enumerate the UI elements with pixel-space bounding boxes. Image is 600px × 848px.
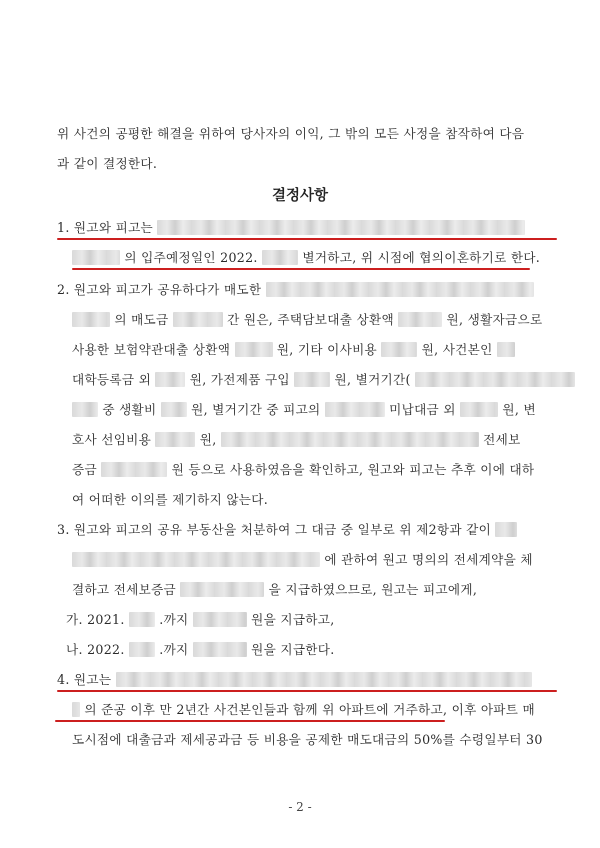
item2-text: 호사 선임비용 (72, 432, 152, 447)
item2-text: 의 매도금 (114, 312, 169, 327)
redaction-block (266, 282, 534, 297)
redaction-block (173, 312, 223, 327)
item3-text: 3. 원고와 피고의 공유 부동산을 처분하여 그 대금 중 일부로 위 제2항과 같이 (57, 522, 492, 537)
intro-line-1: 위 사건의 공평한 해결을 위하여 당사자의 이익, 그 밖의 모든 사정을 참작하여 다음 (57, 126, 525, 141)
redaction-block (72, 250, 120, 265)
redaction-block (193, 642, 247, 657)
page-number: - 2 - (288, 800, 312, 814)
item2-text: 원, 기타 이사비용 (276, 342, 377, 357)
item3-text: 원을 지급하고, (251, 612, 335, 627)
item3-text: 가. 2021. (66, 612, 125, 627)
item1-line2 (72, 250, 540, 266)
item2-text: 원, 별거기간( (334, 372, 411, 387)
item2-text: 중 생활비 (102, 402, 157, 417)
item3-line1 (57, 522, 517, 538)
redaction-block (129, 642, 155, 657)
redaction-block (415, 372, 575, 387)
item2-line7 (72, 462, 534, 478)
redaction-block (460, 402, 498, 417)
redaction-block (72, 312, 110, 327)
redaction-block (72, 702, 80, 717)
item4-text: 4. 원고는 (57, 672, 112, 687)
item4-line2 (72, 702, 535, 718)
item3-text: 에 관하여 원고 명의의 전세계약을 체 (324, 552, 533, 567)
item2-text: 원, 변 (502, 402, 536, 417)
redaction-block (262, 250, 298, 265)
redaction-block (72, 402, 98, 417)
redaction-block (180, 582, 264, 597)
redaction-block (157, 220, 525, 235)
redaction-block (193, 612, 247, 627)
redaction-block (155, 432, 195, 447)
item2-line1 (57, 282, 534, 298)
item2-text: 미납대금 외 (389, 402, 456, 417)
item3-text: 원을 지급한다. (251, 642, 335, 657)
item2-text: 원, 별거기간 중 피고의 (191, 402, 321, 417)
item4-text: 의 준공 이후 만 2년간 사건본인들과 함께 위 아파트에 거주하고, 이후 아파트 매 (84, 702, 535, 717)
redaction-block (221, 432, 479, 447)
item3-text: .까지 (159, 612, 189, 627)
item3-text: 결하고 전세보증금 (72, 582, 177, 597)
intro-line-2: 과 같이 결정한다. (57, 156, 158, 171)
item2-text: 대학등록금 외 (72, 372, 152, 387)
item2-line5 (72, 402, 536, 418)
item2-text: 간 원은, 주택담보대출 상환액 (227, 312, 394, 327)
red-underline (57, 238, 557, 240)
redaction-block (294, 372, 330, 387)
item2-line6 (72, 432, 521, 448)
item3-sub-ga (66, 612, 335, 628)
item2-text: 사용한 보험약관대출 상환액 (72, 342, 231, 357)
item2-text: 증금 (72, 462, 97, 477)
item3-text: 나. 2022. (66, 642, 125, 657)
redaction-block (235, 342, 273, 357)
redaction-block (381, 342, 417, 357)
redaction-block (155, 372, 185, 387)
redaction-block (325, 402, 385, 417)
item1-text: 1. 원고와 피고는 (57, 220, 154, 235)
item1-text: 의 입주예정일인 2022. (124, 250, 258, 265)
redaction-block (398, 312, 442, 327)
item2-text: 전세보 (483, 432, 521, 447)
redaction-block (495, 522, 517, 537)
item2-line3 (72, 342, 515, 358)
item2-text: 원, (199, 432, 217, 447)
item2-text: 원, 가전제품 구입 (189, 372, 290, 387)
item2-text: 2. 원고와 피고가 공유하다가 매도한 (57, 282, 262, 297)
redaction-block (116, 672, 532, 687)
item2-line2 (72, 312, 542, 328)
item3-line3 (72, 582, 477, 598)
item4-line3: 도시점에 대출금과 제세공과금 등 비용을 공제한 매도대금의 50%를 수령일부터 30 (72, 732, 543, 747)
item3-text: 을 지급하였으므로, 원고는 피고에게, (268, 582, 478, 597)
item4-line1 (57, 672, 532, 688)
item3-line2 (72, 552, 533, 568)
redaction-block (497, 342, 515, 357)
item3-text: .까지 (159, 642, 189, 657)
item2-text: 원, 생활자금으로 (446, 312, 543, 327)
item2-line8: 여 어떠한 이의를 제기하지 않는다. (72, 492, 269, 507)
item2-text: 원, 사건본인 (421, 342, 493, 357)
item2-text: 원 등으로 사용하였음을 확인하고, 원고와 피고는 추후 이에 대하 (171, 462, 535, 477)
red-underline (57, 690, 557, 692)
red-underline (55, 720, 445, 722)
item3-sub-na (66, 642, 335, 658)
section-title: 결정사항 (271, 188, 329, 204)
redaction-block (101, 462, 167, 477)
item1-text: 별거하고, 위 시점에 협의이혼하기로 한다. (302, 250, 541, 265)
redaction-block (129, 612, 155, 627)
item2-line4 (72, 372, 575, 388)
item1-line1 (57, 220, 525, 236)
redaction-block (72, 552, 320, 567)
redaction-block (161, 402, 187, 417)
red-underline (72, 268, 530, 270)
